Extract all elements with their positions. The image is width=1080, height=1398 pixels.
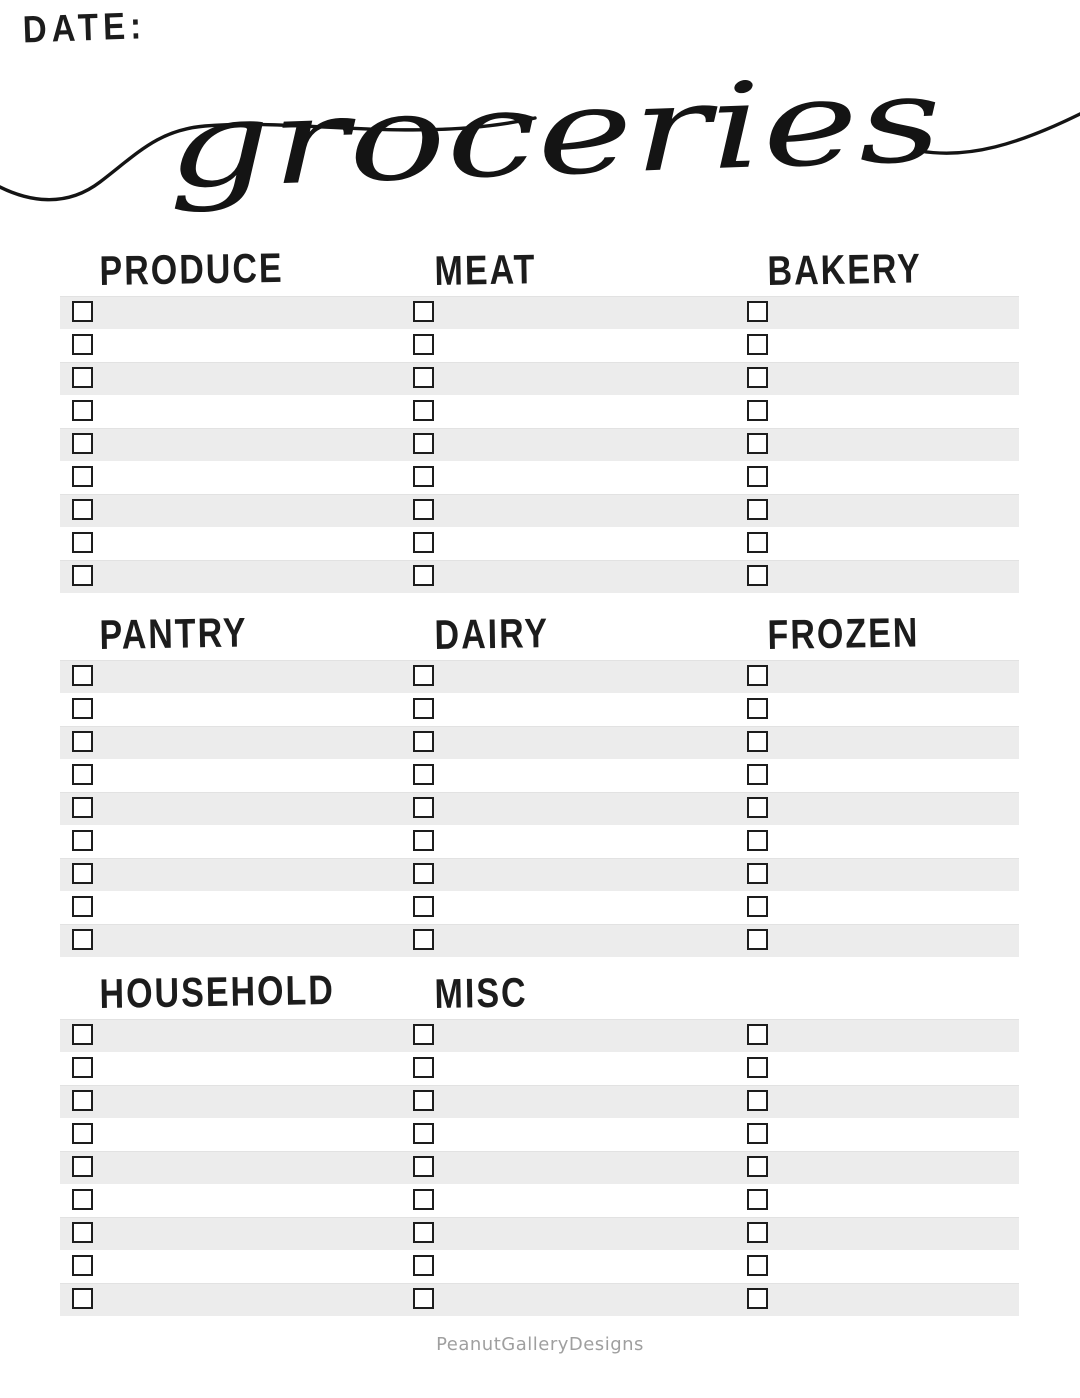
- checkbox[interactable]: [72, 863, 93, 884]
- section-title: DAIRY: [434, 610, 550, 659]
- checkbox[interactable]: [747, 433, 768, 454]
- checkbox[interactable]: [72, 466, 93, 487]
- checkbox[interactable]: [747, 797, 768, 818]
- list-row[interactable]: [60, 395, 1019, 428]
- checkbox[interactable]: [747, 929, 768, 950]
- checkbox[interactable]: [747, 764, 768, 785]
- checkbox[interactable]: [747, 665, 768, 686]
- checkbox[interactable]: [413, 797, 434, 818]
- checkbox[interactable]: [413, 1123, 434, 1144]
- checkbox[interactable]: [747, 1255, 768, 1276]
- checkbox[interactable]: [413, 764, 434, 785]
- checkbox[interactable]: [72, 400, 93, 421]
- checkbox[interactable]: [72, 1189, 93, 1210]
- list-row[interactable]: [60, 461, 1019, 494]
- checkbox[interactable]: [72, 830, 93, 851]
- section-headers: [0, 245, 1080, 296]
- section-headers: [0, 609, 1080, 660]
- list-row[interactable]: [60, 1217, 1019, 1250]
- checkbox[interactable]: [747, 301, 768, 322]
- checkbox[interactable]: [747, 1156, 768, 1177]
- list-row[interactable]: [60, 1118, 1019, 1151]
- checkbox[interactable]: [72, 565, 93, 586]
- checkbox[interactable]: [747, 565, 768, 586]
- checkbox[interactable]: [747, 896, 768, 917]
- list-row[interactable]: [60, 362, 1019, 395]
- section-title: HOUSEHOLD: [99, 967, 336, 1018]
- checkbox[interactable]: [72, 764, 93, 785]
- checkbox[interactable]: [747, 698, 768, 719]
- checkbox[interactable]: [413, 367, 434, 388]
- checkbox[interactable]: [413, 830, 434, 851]
- list-row[interactable]: [60, 693, 1019, 726]
- checkbox[interactable]: [413, 532, 434, 553]
- checkbox[interactable]: [413, 1090, 434, 1111]
- list-row[interactable]: [60, 858, 1019, 891]
- checkbox[interactable]: [413, 896, 434, 917]
- list-row[interactable]: [60, 891, 1019, 924]
- checkbox[interactable]: [747, 367, 768, 388]
- checkbox[interactable]: [413, 1057, 434, 1078]
- checkbox[interactable]: [747, 1288, 768, 1309]
- checkbox[interactable]: [72, 334, 93, 355]
- list-row[interactable]: [60, 329, 1019, 362]
- checkbox[interactable]: [72, 1288, 93, 1309]
- checkbox[interactable]: [747, 334, 768, 355]
- checkbox[interactable]: [413, 929, 434, 950]
- checkbox[interactable]: [72, 1024, 93, 1045]
- checkbox[interactable]: [413, 1189, 434, 1210]
- list-row[interactable]: [60, 560, 1019, 593]
- checkbox[interactable]: [747, 1123, 768, 1144]
- list-row[interactable]: [60, 1151, 1019, 1184]
- checkbox[interactable]: [72, 731, 93, 752]
- checkbox[interactable]: [413, 400, 434, 421]
- checkbox[interactable]: [413, 334, 434, 355]
- checkbox[interactable]: [72, 1057, 93, 1078]
- checkbox[interactable]: [72, 929, 93, 950]
- checkbox[interactable]: [747, 499, 768, 520]
- section-title: MISC: [434, 969, 528, 1018]
- checkbox[interactable]: [747, 1189, 768, 1210]
- checkbox[interactable]: [413, 1222, 434, 1243]
- checkbox[interactable]: [413, 466, 434, 487]
- checkbox[interactable]: [72, 1123, 93, 1144]
- list-row[interactable]: [60, 924, 1019, 957]
- section-headers: [0, 967, 1080, 1019]
- checklist-rows: [60, 296, 1019, 593]
- list-row[interactable]: [60, 726, 1019, 759]
- checklist-rows: [60, 660, 1019, 957]
- footer-credit: PeanutGalleryDesigns: [436, 1334, 644, 1355]
- checkbox[interactable]: [747, 731, 768, 752]
- checkbox[interactable]: [747, 863, 768, 884]
- list-row[interactable]: [60, 494, 1019, 527]
- checkbox[interactable]: [413, 433, 434, 454]
- checkbox[interactable]: [72, 499, 93, 520]
- checkbox[interactable]: [72, 1090, 93, 1111]
- list-row[interactable]: [60, 1184, 1019, 1217]
- date-label: DATE:: [22, 3, 147, 51]
- checkbox[interactable]: [72, 1255, 93, 1276]
- list-row[interactable]: [60, 296, 1019, 329]
- checkbox[interactable]: [72, 665, 93, 686]
- checkbox[interactable]: [747, 466, 768, 487]
- list-row[interactable]: [60, 1019, 1019, 1052]
- checkbox[interactable]: [413, 499, 434, 520]
- list-row[interactable]: [60, 1283, 1019, 1316]
- checkbox[interactable]: [747, 1222, 768, 1243]
- title-script: [0, 52, 1080, 242]
- list-row[interactable]: [60, 825, 1019, 858]
- checkbox[interactable]: [747, 400, 768, 421]
- checkbox[interactable]: [72, 1222, 93, 1243]
- checkbox[interactable]: [747, 532, 768, 553]
- section-title: FROZEN: [767, 609, 920, 659]
- checkbox[interactable]: [72, 532, 93, 553]
- checkbox[interactable]: [413, 1024, 434, 1045]
- checkbox[interactable]: [747, 1057, 768, 1078]
- list-row[interactable]: [60, 527, 1019, 560]
- checkbox[interactable]: [747, 830, 768, 851]
- checkbox[interactable]: [413, 565, 434, 586]
- checkbox[interactable]: [413, 698, 434, 719]
- list-row[interactable]: [60, 660, 1019, 693]
- checkbox[interactable]: [72, 433, 93, 454]
- checkbox[interactable]: [747, 1090, 768, 1111]
- section-title: BAKERY: [767, 245, 923, 295]
- checkbox[interactable]: [72, 698, 93, 719]
- checkbox[interactable]: [413, 665, 434, 686]
- checklist-rows: [60, 1019, 1019, 1316]
- checkbox[interactable]: [413, 1288, 434, 1309]
- list-row[interactable]: [60, 1085, 1019, 1118]
- checkbox[interactable]: [72, 301, 93, 322]
- checkbox[interactable]: [413, 731, 434, 752]
- list-row[interactable]: [60, 1250, 1019, 1283]
- list-row[interactable]: [60, 428, 1019, 461]
- section-title: MEAT: [434, 246, 537, 295]
- checkbox[interactable]: [413, 1255, 434, 1276]
- checkbox[interactable]: [72, 896, 93, 917]
- list-row[interactable]: [60, 759, 1019, 792]
- checkbox[interactable]: [72, 367, 93, 388]
- page-title: groceries: [164, 57, 733, 215]
- checkbox[interactable]: [413, 1156, 434, 1177]
- list-row[interactable]: [60, 1052, 1019, 1085]
- list-row[interactable]: [60, 792, 1019, 825]
- checkbox[interactable]: [413, 863, 434, 884]
- checkbox[interactable]: [72, 1156, 93, 1177]
- checkbox[interactable]: [413, 301, 434, 322]
- section-title: PRODUCE: [99, 245, 284, 295]
- section-title: PANTRY: [99, 609, 248, 659]
- flourish-right-line: [920, 112, 1080, 153]
- checkbox[interactable]: [747, 1024, 768, 1045]
- checkbox[interactable]: [72, 797, 93, 818]
